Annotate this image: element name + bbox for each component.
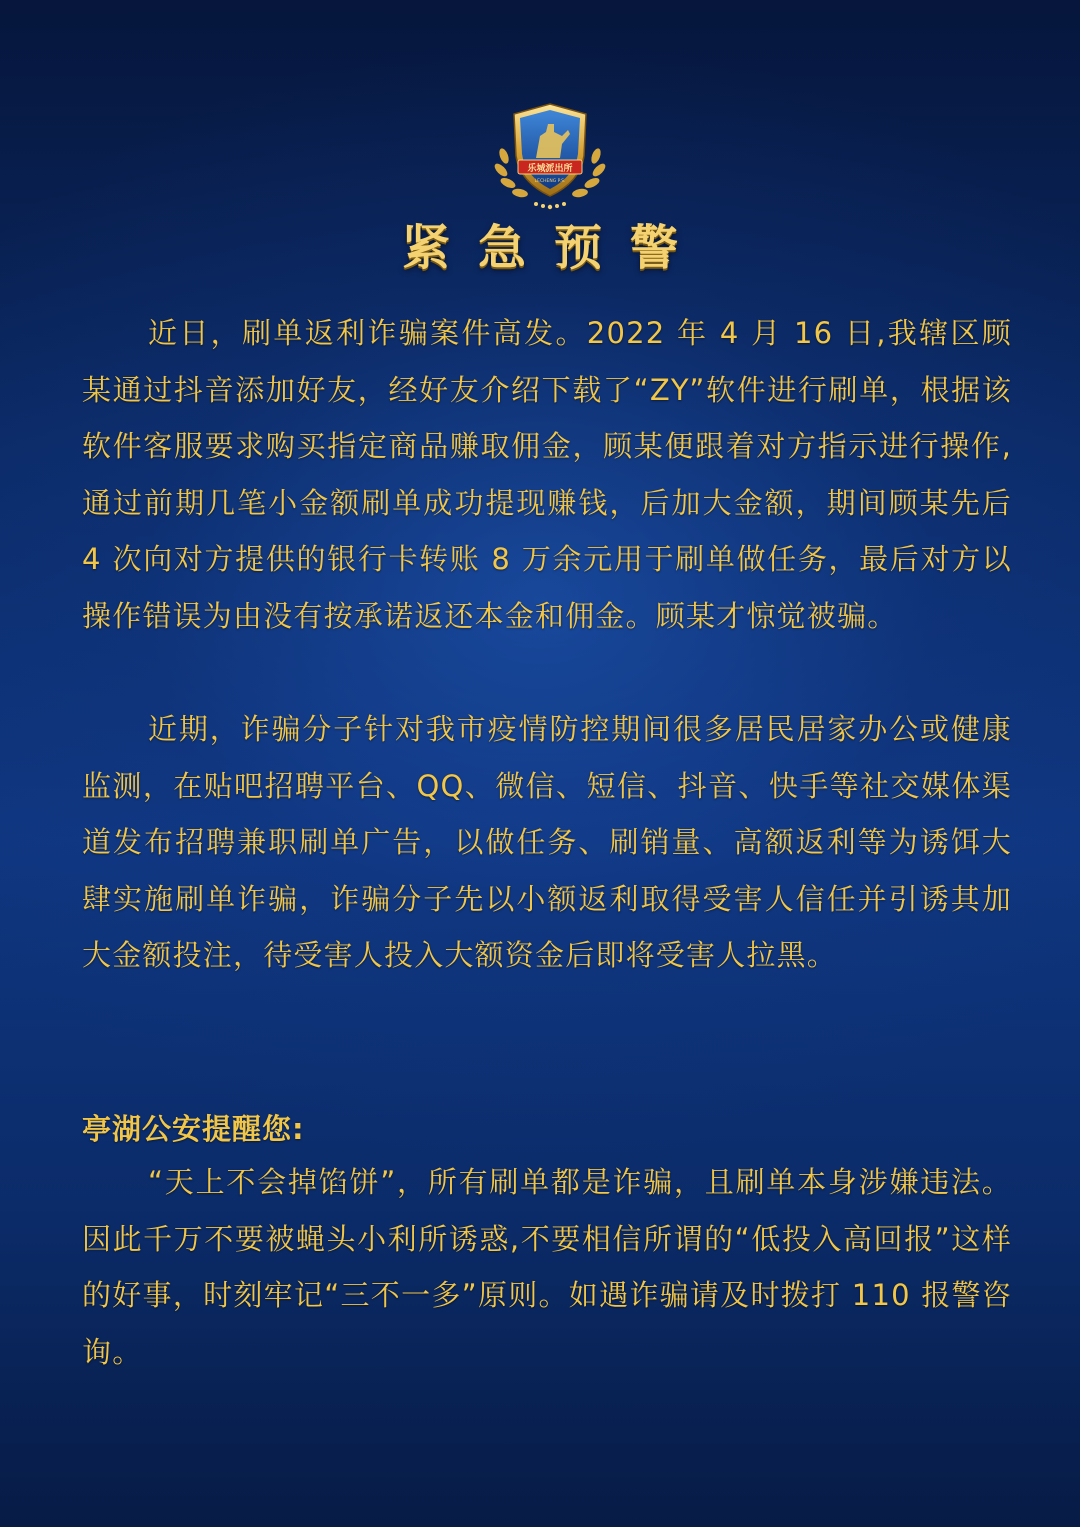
badge-sub-text: LECHENG P.S. <box>534 179 566 184</box>
page-title: 紧急预警 <box>401 220 706 276</box>
reminder-heading: 亭湖公安提醒您: <box>82 1112 305 1146</box>
paragraph-case: 近日，刷单返利诈骗案件高发。2022 年 4 月 16 日,我辖区顾某通过抖音添加好友，经好友介绍下载了“ZY”软件进行刷单，根据该软件客服要求购买指定商品赚取佣金，顾某便跟着对方指示进行操作,通过前期几笔小金额刷单成功提现赚钱，后加大金额，期间顾某先后 4 次向对方提供的银行卡转账 8 万余元用于刷单做任务，最后对方以操作错误为由没有按承诺返还本金和佣金。顾某才惊觉被骗。 <box>82 316 1012 633</box>
badge-station-name: 乐城派出所 <box>527 164 573 174</box>
paragraph-trend: 近期，诈骗分子针对我市疫情防控期间很多居民居家办公或健康监测，在贴吧招聘平台、QQ、微信、短信、抖音、快手等社交媒体渠道发布招聘兼职刷单广告，以做任务、刷销量、高额返利等为诱饵大肆实施刷单诈骗，诈骗分子先以小额返利取得受害人信任并引诱其加大金额投注，待受害人投入大额资金后即将受害人拉黑。 <box>82 712 1012 973</box>
police-station-badge-icon <box>492 100 608 212</box>
reminder-text: “天上不会掉馅饼”，所有刷单都是诈骗，且刷单本身涉嫌违法。因此千万不要被蝇头小利所诱惑,不要相信所谓的“低投入高回报”这样的好事，时刻牢记“三不一多”原则。如遇诈骗请及时拨打 110 报警咨询。 <box>82 1165 1012 1369</box>
